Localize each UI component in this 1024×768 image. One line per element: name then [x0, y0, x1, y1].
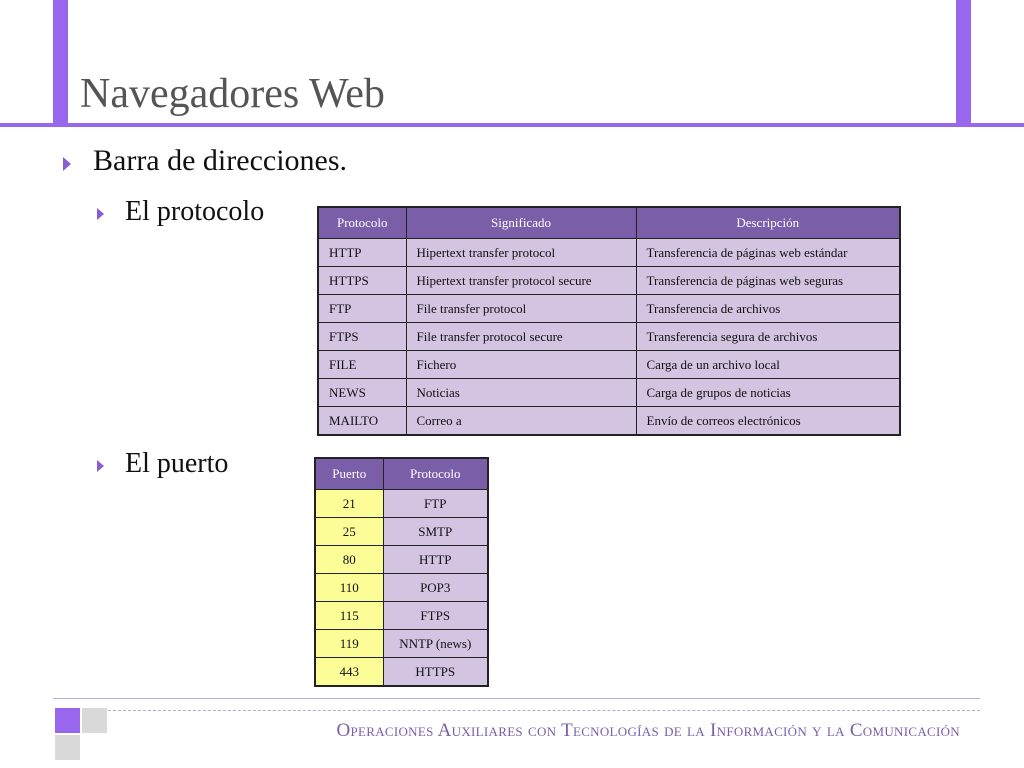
table-cell: Carga de grupos de noticias [636, 379, 900, 407]
table-cell: FTPS [318, 323, 406, 351]
table-row [315, 518, 488, 546]
table-cell: Noticias [406, 379, 636, 407]
table-row [318, 239, 900, 267]
footer-course-title: Operaciones Auxiliares con Tecnologías de la Información y la Comunicación [336, 720, 960, 741]
bullet-arrow-icon [97, 208, 104, 220]
table-cell: Transferencia de páginas web seguras [636, 267, 900, 295]
table-row [315, 602, 488, 630]
table-cell: Envío de correos electrónicos [636, 407, 900, 436]
table-row [315, 658, 488, 687]
table-cell: FILE [318, 351, 406, 379]
table-cell: HTTP [318, 239, 406, 267]
port-cell: 21 [315, 490, 383, 518]
table-cell: MAILTO [318, 407, 406, 436]
table-cell: FTP [318, 295, 406, 323]
table-cell: Transferencia segura de archivos [636, 323, 900, 351]
table-cell: File transfer protocol [406, 295, 636, 323]
protocol-cell: FTP [383, 490, 488, 518]
table-cell: Transferencia de páginas web estándar [636, 239, 900, 267]
protocol-table-header [318, 207, 900, 239]
bullet-port [97, 448, 228, 480]
footer-square-decoration [55, 735, 80, 760]
table-cell: Hipertext transfer protocol [406, 239, 636, 267]
column-header: Significado [406, 207, 636, 239]
column-header: Protocolo [383, 458, 488, 490]
bullet-arrow-icon [97, 460, 104, 472]
right-accent-bar [956, 0, 971, 126]
port-cell: 119 [315, 630, 383, 658]
table-cell: Carga de un archivo local [636, 351, 900, 379]
table-cell: Correo a [406, 407, 636, 436]
protocol-table [317, 206, 901, 436]
table-cell: Hipertext transfer protocol secure [406, 267, 636, 295]
bullet-main-text: Barra de direcciones. [93, 144, 348, 177]
title-underline [0, 123, 1024, 127]
table-cell: HTTPS [318, 267, 406, 295]
table-row [318, 407, 900, 436]
column-header: Puerto [315, 458, 383, 490]
protocol-cell: POP3 [383, 574, 488, 602]
bullet-port-text: El puerto [125, 448, 229, 479]
table-row [315, 546, 488, 574]
left-accent-bar [53, 0, 68, 126]
table-cell: Fichero [406, 351, 636, 379]
port-cell: 115 [315, 602, 383, 630]
column-header: Protocolo [318, 207, 406, 239]
bullet-protocol [97, 196, 264, 228]
footer-divider [53, 698, 980, 699]
port-table [314, 457, 489, 687]
table-row [318, 379, 900, 407]
footer-dashed-divider [108, 710, 980, 711]
protocol-cell: NNTP (news) [383, 630, 488, 658]
port-cell: 80 [315, 546, 383, 574]
table-row [318, 323, 900, 351]
column-header: Descripción [636, 207, 900, 239]
protocol-cell: FTPS [383, 602, 488, 630]
footer-square-decoration [82, 708, 107, 733]
protocol-cell: HTTP [383, 546, 488, 574]
table-row [315, 574, 488, 602]
footer-square-decoration [55, 708, 80, 733]
bullet-arrow-icon [63, 157, 71, 171]
protocol-cell: SMTP [383, 518, 488, 546]
table-cell: File transfer protocol secure [406, 323, 636, 351]
port-cell: 25 [315, 518, 383, 546]
table-row [315, 630, 488, 658]
table-cell: Transferencia de archivos [636, 295, 900, 323]
port-table-header [315, 458, 488, 490]
table-row [318, 351, 900, 379]
table-cell: NEWS [318, 379, 406, 407]
table-row [318, 267, 900, 295]
slide-title: Navegadores Web [80, 71, 385, 117]
bullet-protocol-text: El protocolo [125, 196, 265, 227]
protocol-cell: HTTPS [383, 658, 488, 687]
port-cell: 443 [315, 658, 383, 687]
table-row [318, 295, 900, 323]
bullet-main [63, 144, 347, 178]
table-row [315, 490, 488, 518]
port-cell: 110 [315, 574, 383, 602]
